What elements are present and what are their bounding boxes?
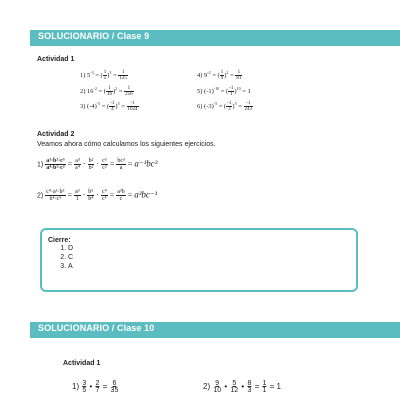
cierre-answers — [56, 244, 73, 271]
section-banner-clase-10 — [30, 322, 400, 338]
cierre-title: Cierre: — [48, 237, 71, 244]
equation-1: 1) $\frac{\text{a³·b²·c⁵}}{\text{a⁴·b²·c²}}$ = $\frac{\text{a³}}{\text{a⁴}}$ · $\frac{\text{b²}}{\text{b²}}$ · $\frac{\text{c⁵}}{\text{c²}}$ = $\frac{\text{bc³}}{a}$ = a⁻¹bc³ — [37, 158, 158, 171]
equation-2: 2) $\frac{\text{c⁴·a³·b⁵}}{\text{b⁴·c⁵}}$ = $\frac{\text{a³}}{1}$ · $\frac{\text{b⁵}}{\text{b⁴}}$ · $\frac{\text{c⁴}}{\text{c⁵}}$ = $\frac{\text{a³b}}{c}$ = a³bc⁻¹ — [37, 189, 158, 202]
actividad-2-label: Actividad 2 — [37, 131, 75, 138]
exercise-10-1: 1) $\frac{3}{5}$ • $\frac{2}{7}$ = $\frac{6}{35}$ — [72, 380, 119, 394]
banner-title: SOLUCIONARIO / Clase 10 — [38, 323, 155, 333]
list-item: 2. C — [68, 253, 73, 262]
exercise-4: 4) $9^{-2}$ = ( $\frac{1}{9}$ )$^2$ = $\frac{1}{81}$ — [197, 70, 242, 82]
list-item: 3. A — [68, 262, 73, 271]
banner-title: SOLUCIONARIO / Clase 9 — [38, 31, 150, 41]
exercise-6: 6) $(-3)^{-5}$ = ( $\frac{-1}{3}$ )$^5$ = $\frac{-1}{243}$ — [197, 101, 252, 113]
exercise-3: 3) $(-4)^{-5}$ = ( $\frac{-1}{4}$ )$^5$ = $\frac{-1}{1024}$ — [80, 101, 138, 113]
list-item: 1. D — [68, 244, 73, 253]
actividad-1-label-clase-10: Actividad 1 — [63, 360, 101, 367]
section-banner-clase-9 — [30, 30, 400, 46]
actividad-1-label: Actividad 1 — [37, 56, 75, 63]
exercise-1: 1) $5^{-3}$ = ( $\frac{1}{5}$ )$^3$ = $\frac{1}{125}$ — [80, 70, 127, 82]
exercise-10-2: 2) $\frac{9}{10}$ • $\frac{5}{12}$ • $\frac{8}{3}$ = $\frac{1}{1}$ = 1 — [203, 380, 281, 394]
exercise-2: 2) $16^{-2}$ = ( $\frac{1}{16}$ )$^2$ = $\frac{1}{256}$ — [80, 86, 133, 98]
cierre-box — [40, 228, 358, 292]
actividad-2-intro: Veamos ahora cómo calculamos los siguientes ejercicios. — [37, 141, 216, 148]
exercise-5: 5) $(-1)^{-10}$ = ( $\frac{-1}{1}$ )$^{10}$ = 1 — [197, 86, 251, 98]
